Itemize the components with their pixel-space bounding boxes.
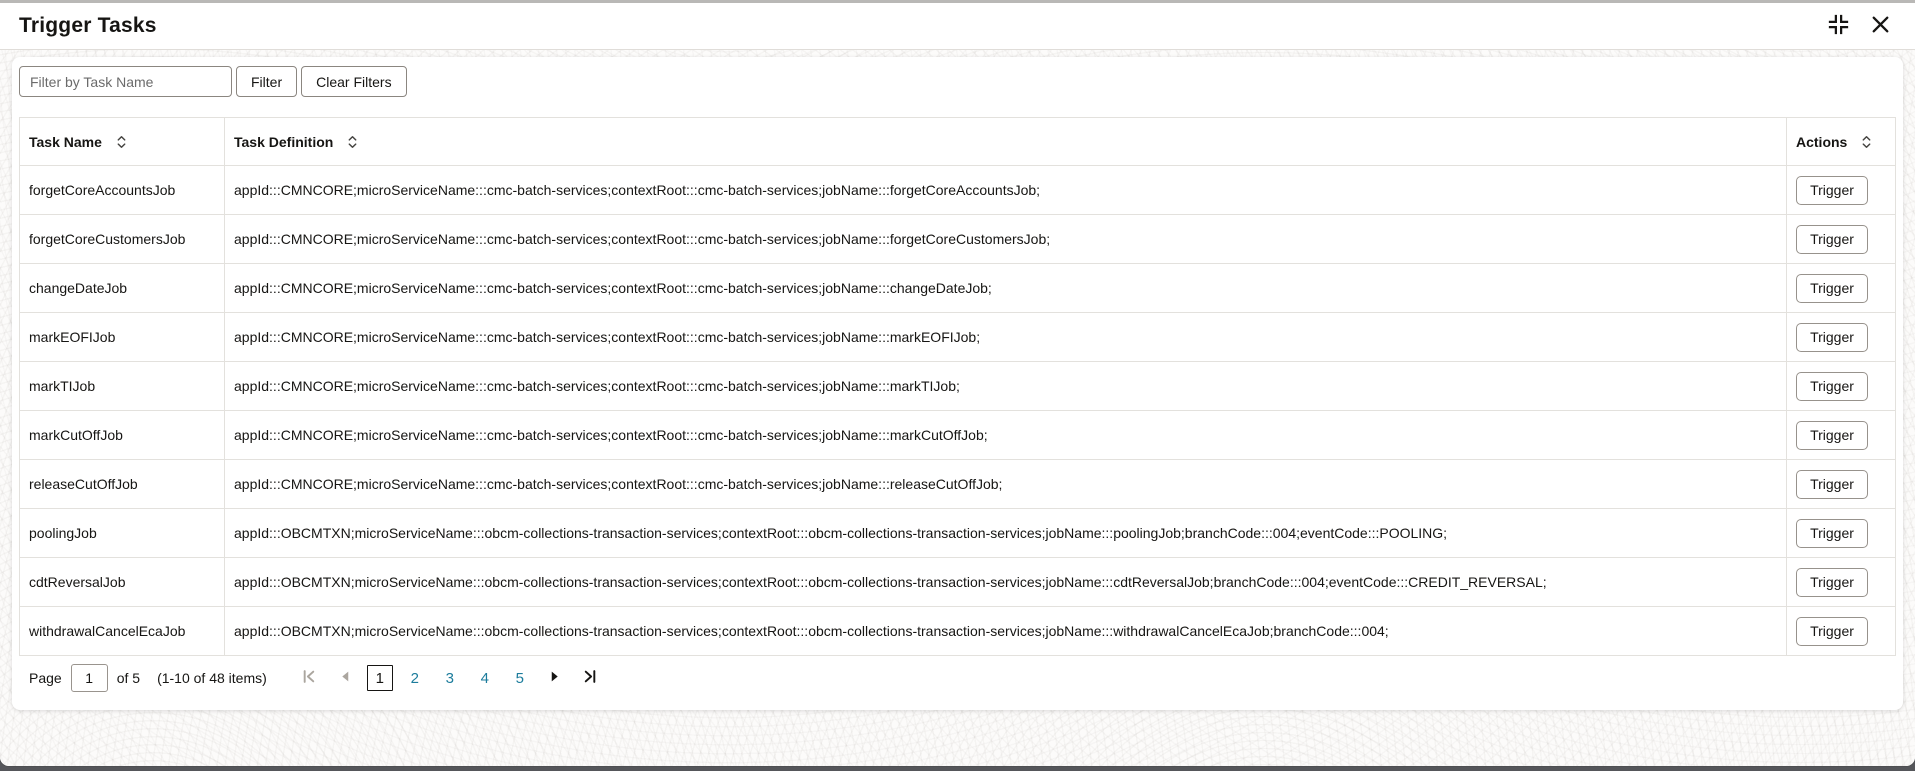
trigger-button[interactable]: Trigger <box>1796 274 1868 303</box>
task-name-cell: changeDateJob <box>20 264 225 313</box>
trigger-button[interactable]: Trigger <box>1796 225 1868 254</box>
close-icon <box>1871 15 1890 37</box>
next-page-button[interactable] <box>542 665 568 691</box>
table-row <box>20 215 1896 264</box>
page-link[interactable]: 4 <box>472 665 498 691</box>
page-number-input[interactable] <box>71 664 108 692</box>
table-row <box>20 509 1896 558</box>
table-row <box>20 313 1896 362</box>
actions-cell <box>1787 607 1896 656</box>
items-count-label: (1-10 of 48 items) <box>157 670 267 686</box>
first-page-button[interactable] <box>297 665 323 691</box>
task-name-cell: poolingJob <box>20 509 225 558</box>
task-name-cell: forgetCoreCustomersJob <box>20 215 225 264</box>
actions-cell <box>1787 166 1896 215</box>
page-label: Page <box>29 670 62 686</box>
table-row <box>20 460 1896 509</box>
first-page-icon <box>302 669 317 687</box>
actions-cell <box>1787 558 1896 607</box>
clear-filters-button[interactable]: Clear Filters <box>301 66 406 97</box>
trigger-button[interactable]: Trigger <box>1796 470 1868 499</box>
previous-page-icon <box>339 670 351 686</box>
actions-cell <box>1787 264 1896 313</box>
column-header-task-definition[interactable]: Task Definition <box>225 118 1787 166</box>
column-header-task-name[interactable]: Task Name <box>20 118 225 166</box>
previous-page-button[interactable] <box>332 665 358 691</box>
restore-down-icon <box>1828 14 1849 38</box>
sort-icon[interactable] <box>347 135 358 149</box>
dialog-titlebar <box>0 3 1915 50</box>
table-header-row <box>20 118 1896 166</box>
page-links <box>402 665 533 691</box>
actions-cell <box>1787 411 1896 460</box>
task-name-cell: forgetCoreAccountsJob <box>20 166 225 215</box>
table-row <box>20 411 1896 460</box>
close-button[interactable] <box>1867 13 1893 39</box>
table-row <box>20 558 1896 607</box>
task-definition-cell: appId:::OBCMTXN;microServiceName:::obcm-collections-transaction-services;contextRoot:::obcm-collections-transaction-services;jobName:::poolingJob;branchCode:::004;eventCode:::POOLING; <box>225 509 1787 558</box>
task-definition-cell: appId:::OBCMTXN;microServiceName:::obcm-collections-transaction-services;contextRoot:::obcm-collections-transaction-services;jobName:::withdrawalCancelEcaJob;branchCode:::004; <box>225 607 1787 656</box>
task-definition-cell: appId:::CMNCORE;microServiceName:::cmc-batch-services;contextRoot:::cmc-batch-services;jobName:::releaseCutOffJob; <box>225 460 1787 509</box>
actions-cell <box>1787 215 1896 264</box>
last-page-button[interactable] <box>577 665 603 691</box>
trigger-button[interactable]: Trigger <box>1796 568 1868 597</box>
trigger-button[interactable]: Trigger <box>1796 519 1868 548</box>
last-page-icon <box>582 669 597 687</box>
task-definition-cell: appId:::CMNCORE;microServiceName:::cmc-batch-services;contextRoot:::cmc-batch-services;jobName:::forgetCoreCustomersJob; <box>225 215 1787 264</box>
pager-controls <box>297 665 603 691</box>
task-definition-cell: appId:::CMNCORE;microServiceName:::cmc-batch-services;contextRoot:::cmc-batch-services;jobName:::markTIJob; <box>225 362 1787 411</box>
page-link[interactable]: 3 <box>437 665 463 691</box>
task-definition-cell: appId:::CMNCORE;microServiceName:::cmc-batch-services;contextRoot:::cmc-batch-services;jobName:::markCutOffJob; <box>225 411 1787 460</box>
page-title: Trigger Tasks <box>19 14 157 37</box>
page-of-label: of 5 <box>116 670 141 686</box>
task-name-cell: markEOFIJob <box>20 313 225 362</box>
tasks-card <box>12 57 1903 710</box>
task-definition-cell: appId:::OBCMTXN;microServiceName:::obcm-collections-transaction-services;contextRoot:::obcm-collections-transaction-services;jobName:::cdtReversalJob;branchCode:::004;eventCode:::CREDIT_REVERSAL; <box>225 558 1787 607</box>
task-name-filter-input[interactable] <box>19 66 232 97</box>
trigger-button[interactable]: Trigger <box>1796 176 1868 205</box>
trigger-button[interactable]: Trigger <box>1796 372 1868 401</box>
filter-button[interactable]: Filter <box>236 66 297 97</box>
column-header-actions[interactable]: Actions <box>1787 118 1896 166</box>
table-row <box>20 264 1896 313</box>
trigger-button[interactable]: Trigger <box>1796 323 1868 352</box>
table-row <box>20 166 1896 215</box>
table-row <box>20 607 1896 656</box>
actions-cell <box>1787 509 1896 558</box>
trigger-button[interactable]: Trigger <box>1796 617 1868 646</box>
page-link[interactable]: 5 <box>507 665 533 691</box>
task-definition-cell: appId:::CMNCORE;microServiceName:::cmc-batch-services;contextRoot:::cmc-batch-services;jobName:::forgetCoreAccountsJob; <box>225 166 1787 215</box>
actions-cell <box>1787 313 1896 362</box>
task-name-cell: markTIJob <box>20 362 225 411</box>
window-controls <box>1825 13 1893 39</box>
page-link[interactable]: 2 <box>402 665 428 691</box>
restore-window-button[interactable] <box>1825 13 1851 39</box>
table-row <box>20 362 1896 411</box>
actions-cell <box>1787 362 1896 411</box>
sort-icon[interactable] <box>1861 135 1872 149</box>
task-name-cell: cdtReversalJob <box>20 558 225 607</box>
task-table-body <box>20 166 1896 656</box>
task-name-cell: withdrawalCancelEcaJob <box>20 607 225 656</box>
task-definition-cell: appId:::CMNCORE;microServiceName:::cmc-batch-services;contextRoot:::cmc-batch-services;jobName:::changeDateJob; <box>225 264 1787 313</box>
trigger-button[interactable]: Trigger <box>1796 421 1868 450</box>
actions-cell <box>1787 460 1896 509</box>
task-name-cell: releaseCutOffJob <box>20 460 225 509</box>
task-definition-cell: appId:::CMNCORE;microServiceName:::cmc-batch-services;contextRoot:::cmc-batch-services;jobName:::markEOFIJob; <box>225 313 1787 362</box>
dialog-body <box>0 50 1915 766</box>
pagination-bar <box>19 656 1896 700</box>
filter-toolbar <box>19 66 1896 97</box>
next-page-icon <box>549 670 561 686</box>
task-name-cell: markCutOffJob <box>20 411 225 460</box>
tasks-table <box>19 117 1896 656</box>
sort-icon[interactable] <box>116 135 127 149</box>
page-link-current[interactable]: 1 <box>367 665 393 691</box>
